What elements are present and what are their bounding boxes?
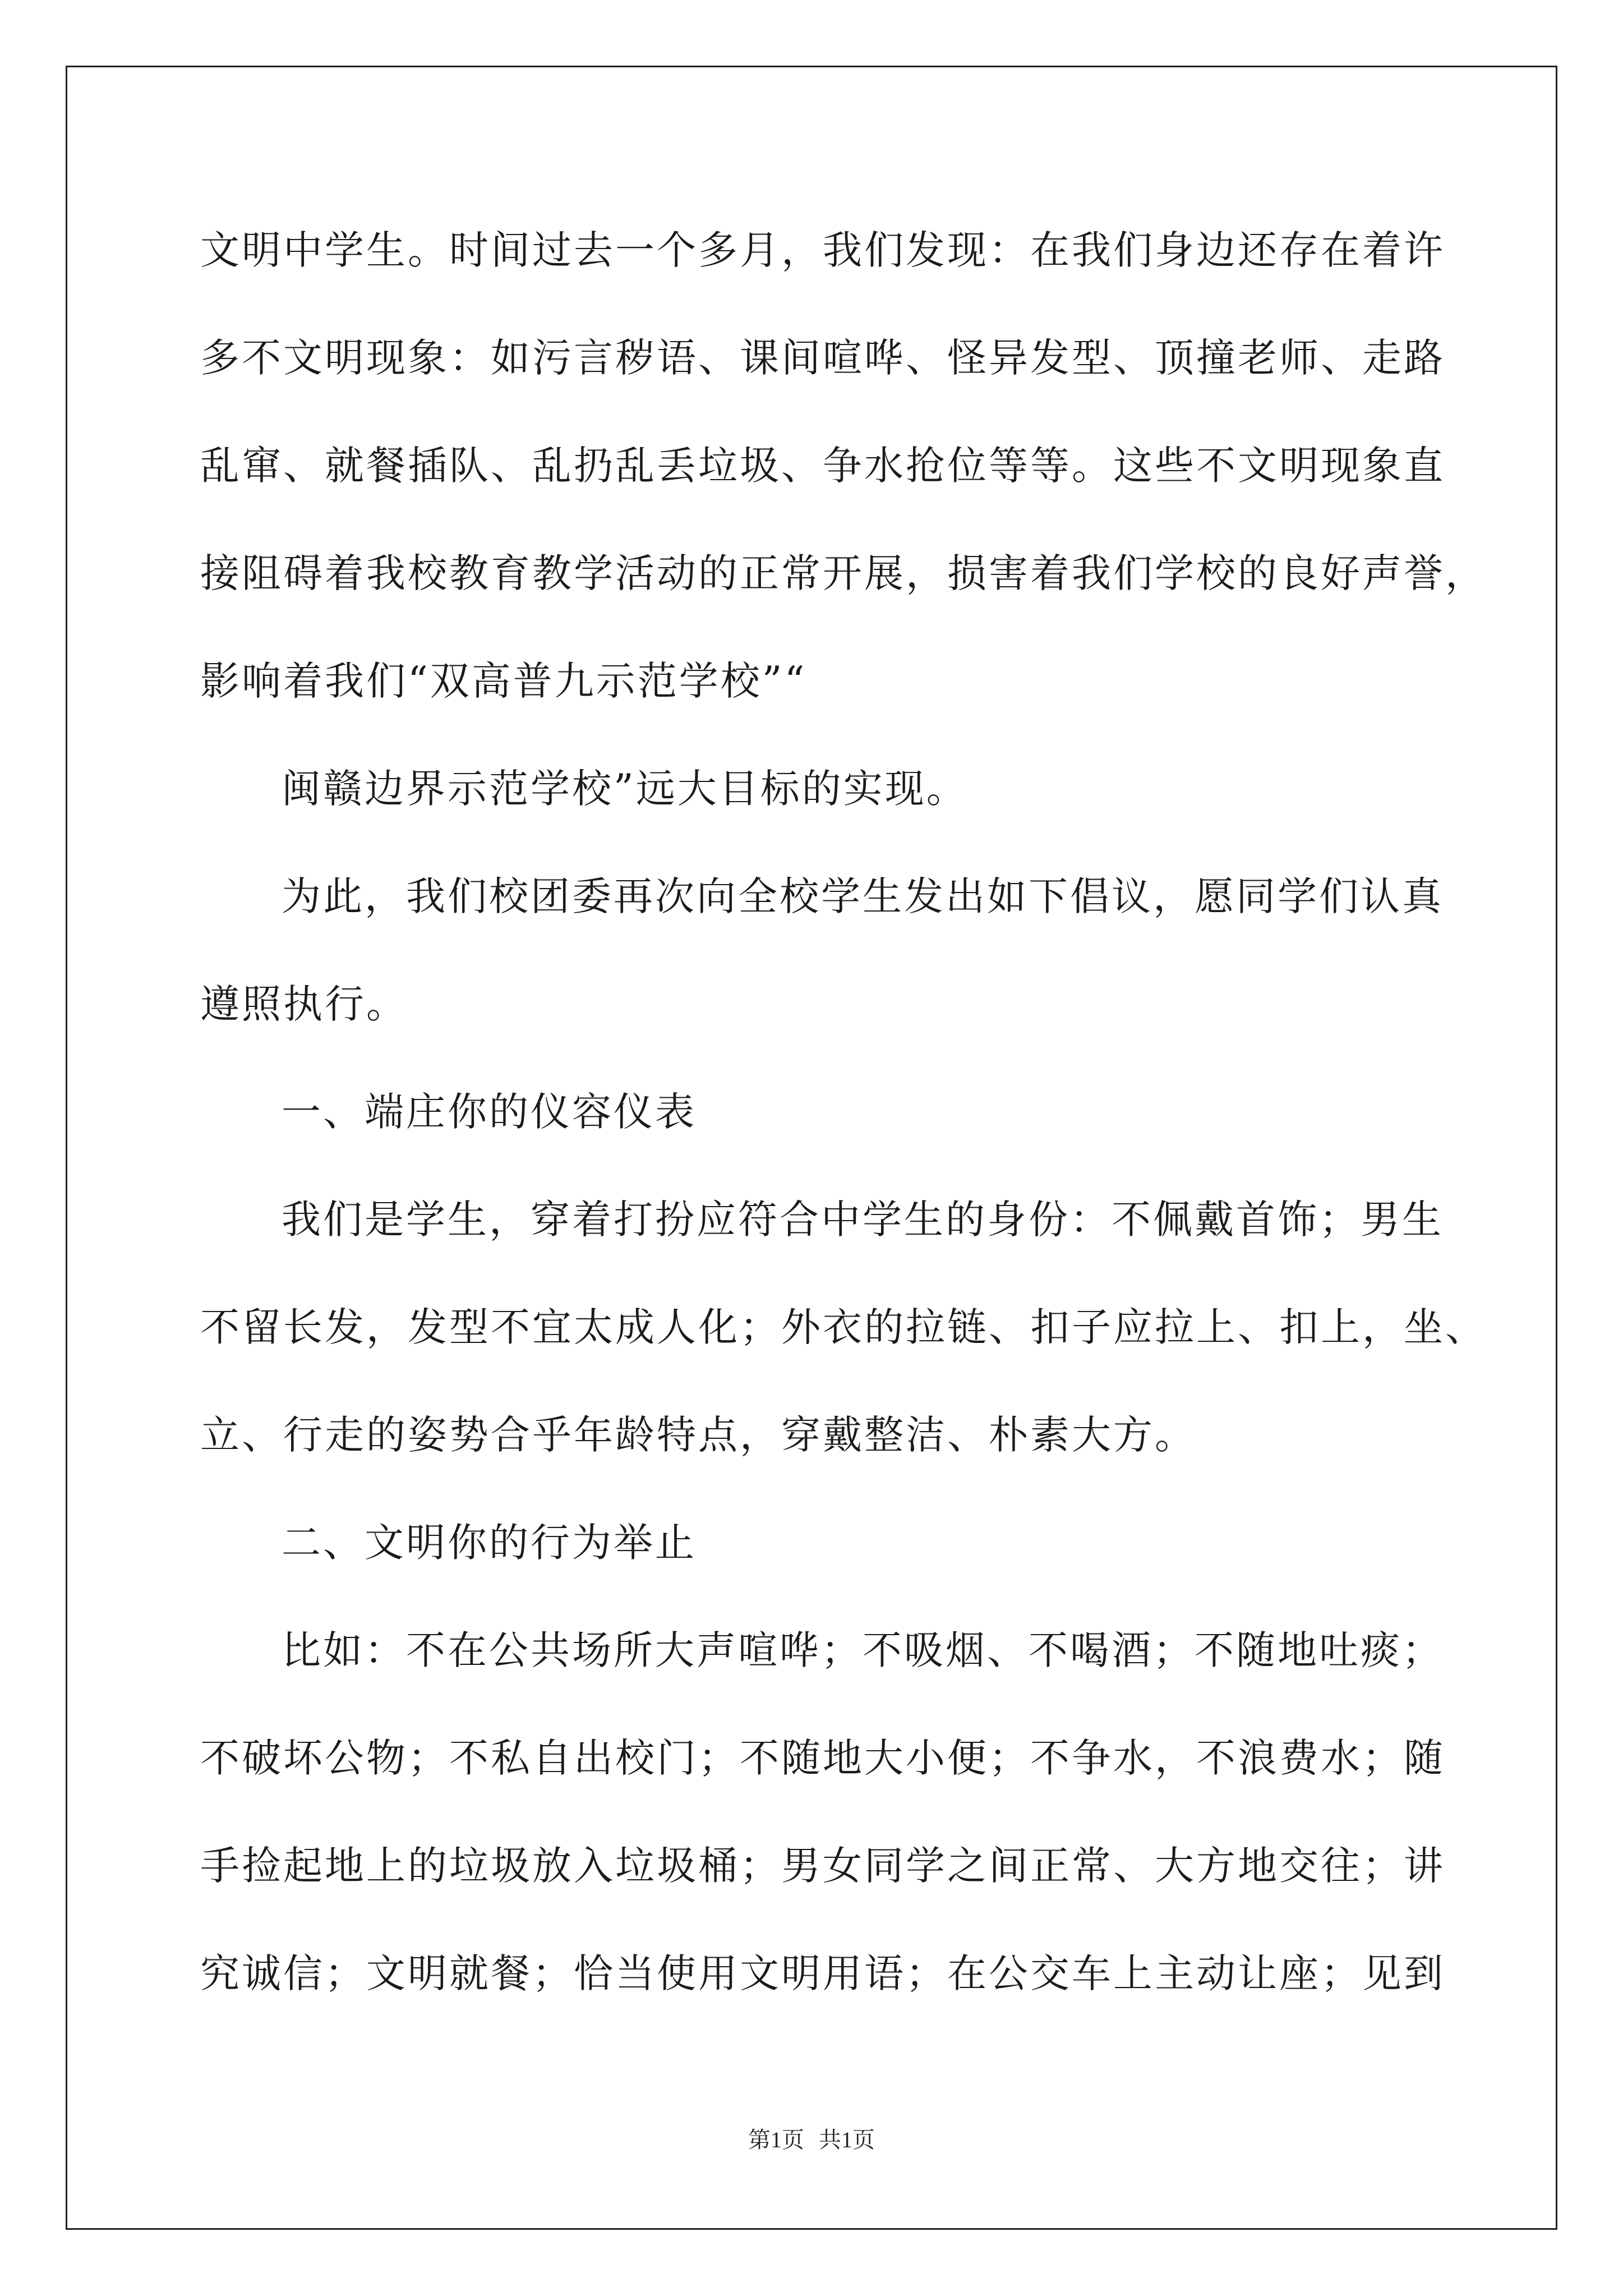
- paragraph-line: 影响着我们“双高普九示范学校”“: [200, 658, 807, 704]
- paragraph-line: 遵照执行。: [200, 981, 408, 1027]
- section-heading: 二、文明你的行为举止: [282, 1520, 697, 1566]
- page-number: 第1页: [748, 2127, 804, 2152]
- paragraph-line: 为此，我们校团委再次向全校学生发出如下倡议，愿同学们认真: [282, 873, 1444, 919]
- paragraph-line: 不留长发，发型不宜太成人化；外衣的拉链、扣子应拉上、扣上，坐、: [200, 1304, 1487, 1350]
- paragraph-line: 乱窜、就餐插队、乱扔乱丢垃圾、争水抢位等等。这些不文明现象直: [200, 443, 1445, 489]
- paragraph-line: 究诚信；文明就餐；恰当使用文明用语；在公交车上主动让座；见到: [200, 1950, 1445, 1996]
- paragraph-line: 不破坏公物；不私自出校门；不随地大小便；不争水，不浪费水；随: [200, 1735, 1445, 1781]
- page-border: [66, 66, 1557, 2230]
- paragraph-line: 多不文明现象：如污言秽语、课间喧哗、怪异发型、顶撞老师、走路: [200, 335, 1445, 381]
- paragraph-line: 手捡起地上的垃圾放入垃圾桶；男女同学之间正常、大方地交往；讲: [200, 1843, 1445, 1889]
- paragraph-line: 接阻碍着我校教育教学活动的正常开展，损害着我们学校的良好声誉，: [200, 550, 1487, 596]
- page-footer: [0, 2129, 1623, 2151]
- paragraph-line: 比如：不在公共场所大声喧哗；不吸烟、不喝酒；不随地吐痰；: [282, 1627, 1444, 1673]
- page-total: 共1页: [819, 2127, 875, 2152]
- paragraph-line: 立、行走的姿势合乎年龄特点，穿戴整洁、朴素大方。: [200, 1412, 1196, 1458]
- paragraph-line: 文明中学生。时间过去一个多月，我们发现：在我们身边还存在着许: [200, 227, 1445, 273]
- paragraph-line: 我们是学生，穿着打扮应符合中学生的身份：不佩戴首饰；男生: [282, 1197, 1444, 1243]
- paragraph-line: 闽赣边界示范学校”远大目标的实现。: [282, 766, 968, 812]
- section-heading: 一、端庄你的仪容仪表: [282, 1089, 697, 1135]
